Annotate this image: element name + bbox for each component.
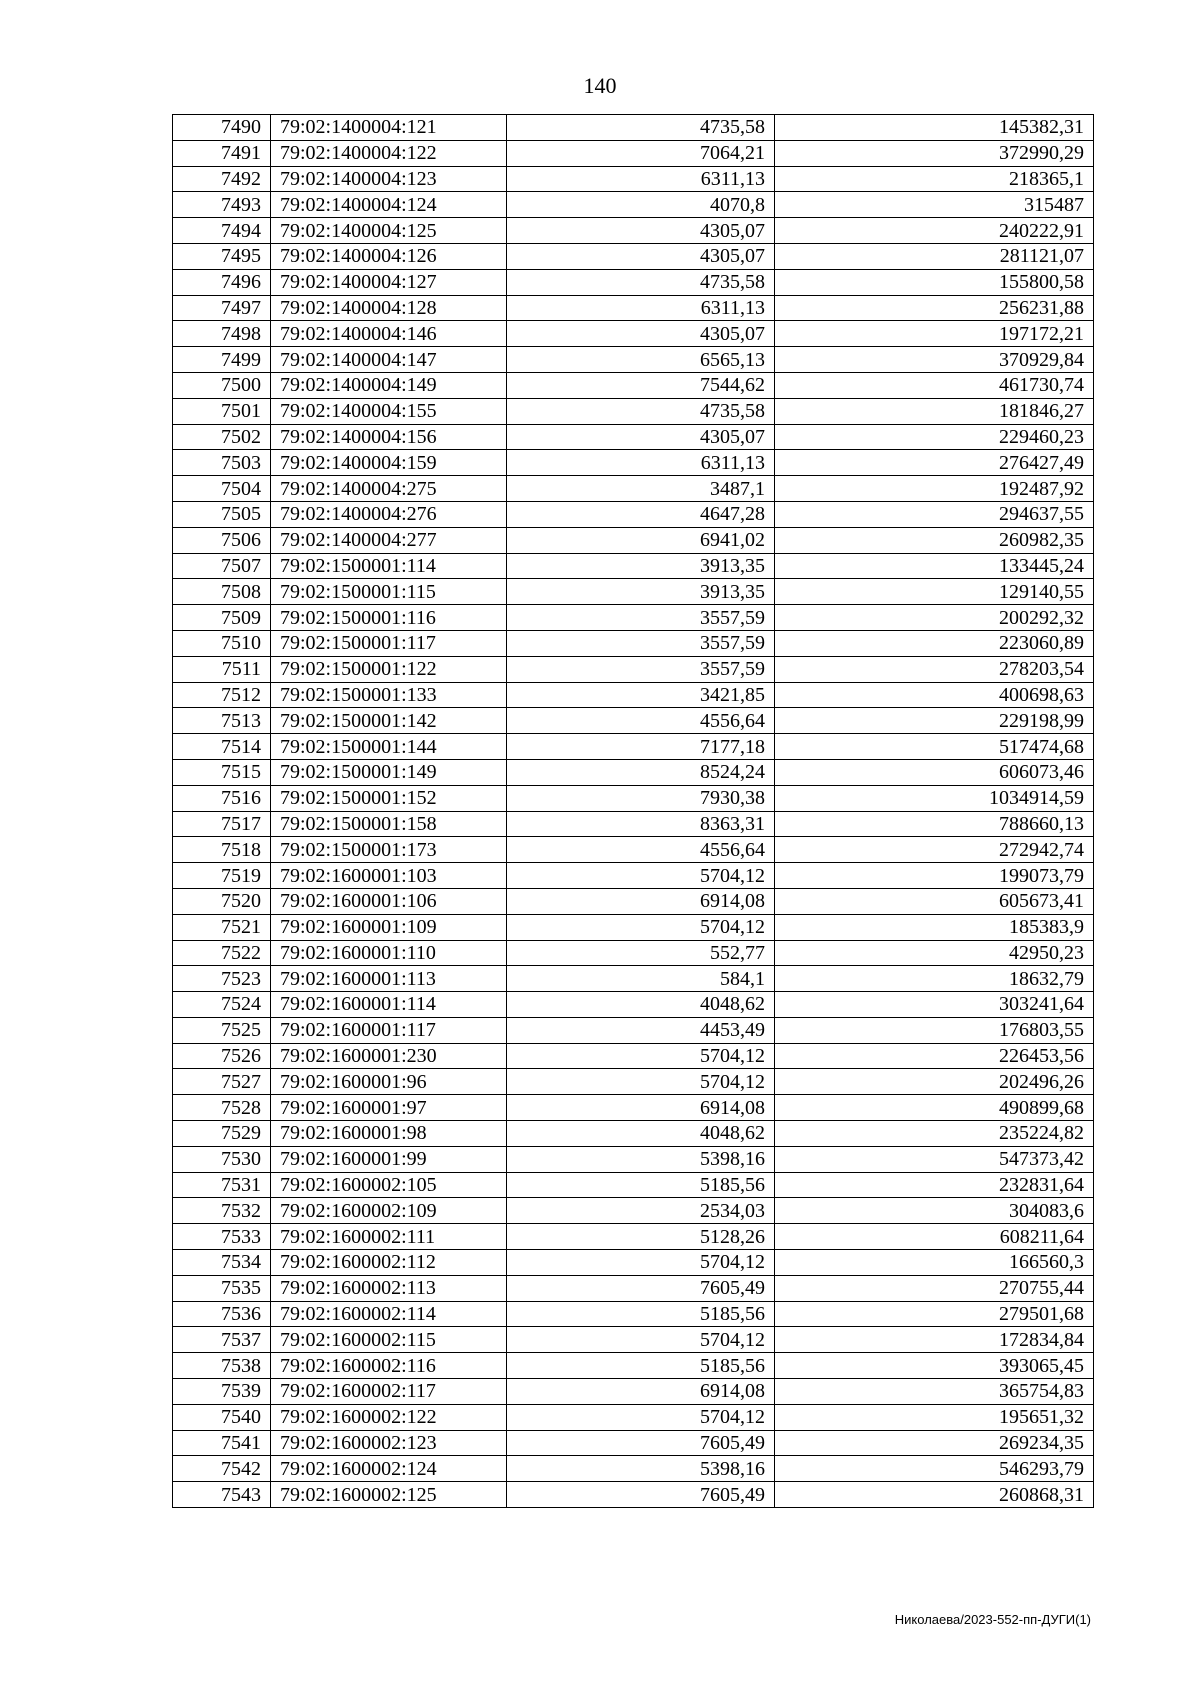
- value-b-cell: 223060,89: [775, 630, 1094, 656]
- row-number-cell: 7543: [173, 1482, 271, 1508]
- row-number-cell: 7491: [173, 140, 271, 166]
- table-row: [173, 837, 1094, 863]
- value-a-cell: 4048,62: [507, 1121, 775, 1147]
- row-number-cell: 7510: [173, 630, 271, 656]
- table-row: [173, 630, 1094, 656]
- row-number-cell: 7526: [173, 1043, 271, 1069]
- table-row: [173, 1069, 1094, 1095]
- value-b-cell: 272942,74: [775, 837, 1094, 863]
- cadastral-number-cell: 79:02:1500001:173: [271, 837, 507, 863]
- value-b-cell: 606073,46: [775, 759, 1094, 785]
- table-row: [173, 1482, 1094, 1508]
- value-a-cell: 8524,24: [507, 759, 775, 785]
- table-row: [173, 1198, 1094, 1224]
- row-number-cell: 7540: [173, 1404, 271, 1430]
- row-number-cell: 7518: [173, 837, 271, 863]
- table-body: [173, 115, 1094, 1508]
- row-number-cell: 7538: [173, 1353, 271, 1379]
- cadastral-number-cell: 79:02:1500001:133: [271, 682, 507, 708]
- value-b-cell: 276427,49: [775, 450, 1094, 476]
- value-b-cell: 232831,64: [775, 1172, 1094, 1198]
- row-number-cell: 7494: [173, 218, 271, 244]
- value-b-cell: 605673,41: [775, 888, 1094, 914]
- value-a-cell: 6311,13: [507, 295, 775, 321]
- row-number-cell: 7536: [173, 1301, 271, 1327]
- value-b-cell: 199073,79: [775, 863, 1094, 889]
- table-row: [173, 372, 1094, 398]
- row-number-cell: 7533: [173, 1224, 271, 1250]
- row-number-cell: 7504: [173, 476, 271, 502]
- cadastral-number-cell: 79:02:1400004:121: [271, 115, 507, 141]
- value-a-cell: 4305,07: [507, 424, 775, 450]
- row-number-cell: 7495: [173, 243, 271, 269]
- cadastral-number-cell: 79:02:1600001:96: [271, 1069, 507, 1095]
- cadastral-number-cell: 79:02:1400004:149: [271, 372, 507, 398]
- cadastral-number-cell: 79:02:1600002:117: [271, 1379, 507, 1405]
- table-row: [173, 527, 1094, 553]
- cadastral-number-cell: 79:02:1600002:105: [271, 1172, 507, 1198]
- table-row: [173, 553, 1094, 579]
- value-a-cell: 5704,12: [507, 1250, 775, 1276]
- table-row: [173, 759, 1094, 785]
- table-row: [173, 243, 1094, 269]
- cadastral-number-cell: 79:02:1400004:155: [271, 398, 507, 424]
- table-row: [173, 1353, 1094, 1379]
- value-a-cell: 5704,12: [507, 1327, 775, 1353]
- value-b-cell: 490899,68: [775, 1095, 1094, 1121]
- value-a-cell: 4735,58: [507, 269, 775, 295]
- cadastral-number-cell: 79:02:1500001:149: [271, 759, 507, 785]
- table-row: [173, 424, 1094, 450]
- table-row: [173, 785, 1094, 811]
- row-number-cell: 7506: [173, 527, 271, 553]
- value-b-cell: 235224,82: [775, 1121, 1094, 1147]
- value-b-cell: 256231,88: [775, 295, 1094, 321]
- value-b-cell: 608211,64: [775, 1224, 1094, 1250]
- value-a-cell: 4556,64: [507, 708, 775, 734]
- row-number-cell: 7515: [173, 759, 271, 785]
- cadastral-number-cell: 79:02:1400004:127: [271, 269, 507, 295]
- value-a-cell: 4305,07: [507, 321, 775, 347]
- cadastral-number-cell: 79:02:1600002:109: [271, 1198, 507, 1224]
- value-b-cell: 1034914,59: [775, 785, 1094, 811]
- table-row: [173, 1301, 1094, 1327]
- cadastral-table: [172, 114, 1094, 1508]
- table-row: [173, 1017, 1094, 1043]
- value-b-cell: 155800,58: [775, 269, 1094, 295]
- cadastral-number-cell: 79:02:1400004:275: [271, 476, 507, 502]
- value-a-cell: 7605,49: [507, 1430, 775, 1456]
- table-row: [173, 966, 1094, 992]
- cadastral-number-cell: 79:02:1600001:109: [271, 914, 507, 940]
- value-b-cell: 229198,99: [775, 708, 1094, 734]
- value-a-cell: 5185,56: [507, 1353, 775, 1379]
- value-a-cell: 8363,31: [507, 811, 775, 837]
- value-a-cell: 4305,07: [507, 243, 775, 269]
- table-row: [173, 321, 1094, 347]
- value-b-cell: 166560,3: [775, 1250, 1094, 1276]
- value-a-cell: 3557,59: [507, 630, 775, 656]
- value-a-cell: 3487,1: [507, 476, 775, 502]
- value-a-cell: 6565,13: [507, 347, 775, 373]
- table-row: [173, 501, 1094, 527]
- cadastral-number-cell: 79:02:1400004:277: [271, 527, 507, 553]
- value-b-cell: 192487,92: [775, 476, 1094, 502]
- row-number-cell: 7507: [173, 553, 271, 579]
- value-b-cell: 365754,83: [775, 1379, 1094, 1405]
- row-number-cell: 7500: [173, 372, 271, 398]
- value-b-cell: 304083,6: [775, 1198, 1094, 1224]
- row-number-cell: 7535: [173, 1275, 271, 1301]
- value-b-cell: 260868,31: [775, 1482, 1094, 1508]
- row-number-cell: 7537: [173, 1327, 271, 1353]
- value-a-cell: 552,77: [507, 940, 775, 966]
- table-row: [173, 656, 1094, 682]
- value-a-cell: 3913,35: [507, 553, 775, 579]
- value-b-cell: 195651,32: [775, 1404, 1094, 1430]
- cadastral-number-cell: 79:02:1500001:122: [271, 656, 507, 682]
- cadastral-number-cell: 79:02:1400004:128: [271, 295, 507, 321]
- table-row: [173, 863, 1094, 889]
- row-number-cell: 7531: [173, 1172, 271, 1198]
- value-a-cell: 7064,21: [507, 140, 775, 166]
- table-row: [173, 1275, 1094, 1301]
- row-number-cell: 7499: [173, 347, 271, 373]
- cadastral-number-cell: 79:02:1400004:159: [271, 450, 507, 476]
- row-number-cell: 7523: [173, 966, 271, 992]
- row-number-cell: 7501: [173, 398, 271, 424]
- cadastral-number-cell: 79:02:1600002:125: [271, 1482, 507, 1508]
- row-number-cell: 7493: [173, 192, 271, 218]
- table-row: [173, 1250, 1094, 1276]
- value-b-cell: 303241,64: [775, 992, 1094, 1018]
- value-b-cell: 181846,27: [775, 398, 1094, 424]
- document-footer: Николаева/2023-552-пп-ДУГИ(1): [894, 1612, 1091, 1627]
- table-row: [173, 1456, 1094, 1482]
- value-b-cell: 42950,23: [775, 940, 1094, 966]
- value-a-cell: 5704,12: [507, 914, 775, 940]
- table-row: [173, 605, 1094, 631]
- value-a-cell: 5185,56: [507, 1172, 775, 1198]
- value-b-cell: 185383,9: [775, 914, 1094, 940]
- value-a-cell: 6941,02: [507, 527, 775, 553]
- value-b-cell: 269234,35: [775, 1430, 1094, 1456]
- value-b-cell: 260982,35: [775, 527, 1094, 553]
- value-b-cell: 315487: [775, 192, 1094, 218]
- table-row: [173, 1224, 1094, 1250]
- value-a-cell: 5704,12: [507, 863, 775, 889]
- table-row: [173, 914, 1094, 940]
- value-a-cell: 6311,13: [507, 166, 775, 192]
- value-a-cell: 6914,08: [507, 888, 775, 914]
- value-b-cell: 172834,84: [775, 1327, 1094, 1353]
- value-b-cell: 218365,1: [775, 166, 1094, 192]
- table-row: [173, 1095, 1094, 1121]
- value-a-cell: 7177,18: [507, 734, 775, 760]
- value-a-cell: 5704,12: [507, 1404, 775, 1430]
- cadastral-number-cell: 79:02:1600002:115: [271, 1327, 507, 1353]
- value-a-cell: 5704,12: [507, 1043, 775, 1069]
- value-b-cell: 517474,68: [775, 734, 1094, 760]
- cadastral-number-cell: 79:02:1500001:158: [271, 811, 507, 837]
- value-a-cell: 7544,62: [507, 372, 775, 398]
- row-number-cell: 7521: [173, 914, 271, 940]
- cadastral-number-cell: 79:02:1600002:122: [271, 1404, 507, 1430]
- value-a-cell: 584,1: [507, 966, 775, 992]
- value-a-cell: 3421,85: [507, 682, 775, 708]
- row-number-cell: 7512: [173, 682, 271, 708]
- cadastral-number-cell: 79:02:1400004:276: [271, 501, 507, 527]
- table-row: [173, 1146, 1094, 1172]
- row-number-cell: 7534: [173, 1250, 271, 1276]
- row-number-cell: 7529: [173, 1121, 271, 1147]
- row-number-cell: 7527: [173, 1069, 271, 1095]
- value-b-cell: 400698,63: [775, 682, 1094, 708]
- value-a-cell: 3913,35: [507, 579, 775, 605]
- table-row: [173, 115, 1094, 141]
- table-row: [173, 811, 1094, 837]
- value-a-cell: 4453,49: [507, 1017, 775, 1043]
- row-number-cell: 7516: [173, 785, 271, 811]
- table-row: [173, 1404, 1094, 1430]
- value-b-cell: 281121,07: [775, 243, 1094, 269]
- cadastral-number-cell: 79:02:1500001:116: [271, 605, 507, 631]
- value-b-cell: 202496,26: [775, 1069, 1094, 1095]
- value-a-cell: 5704,12: [507, 1069, 775, 1095]
- row-number-cell: 7530: [173, 1146, 271, 1172]
- cadastral-number-cell: 79:02:1600002:111: [271, 1224, 507, 1250]
- value-b-cell: 278203,54: [775, 656, 1094, 682]
- cadastral-number-cell: 79:02:1600001:113: [271, 966, 507, 992]
- table-row: [173, 450, 1094, 476]
- cadastral-number-cell: 79:02:1500001:152: [271, 785, 507, 811]
- table-row: [173, 1430, 1094, 1456]
- value-b-cell: 197172,21: [775, 321, 1094, 347]
- value-a-cell: 5185,56: [507, 1301, 775, 1327]
- table-row: [173, 269, 1094, 295]
- page-number: 140: [583, 73, 617, 98]
- cadastral-number-cell: 79:02:1500001:115: [271, 579, 507, 605]
- value-a-cell: 4048,62: [507, 992, 775, 1018]
- value-b-cell: 18632,79: [775, 966, 1094, 992]
- row-number-cell: 7490: [173, 115, 271, 141]
- value-b-cell: 133445,24: [775, 553, 1094, 579]
- value-a-cell: 4070,8: [507, 192, 775, 218]
- cadastral-number-cell: 79:02:1600002:114: [271, 1301, 507, 1327]
- value-a-cell: 3557,59: [507, 605, 775, 631]
- value-a-cell: 4305,07: [507, 218, 775, 244]
- table-row: [173, 579, 1094, 605]
- row-number-cell: 7539: [173, 1379, 271, 1405]
- row-number-cell: 7492: [173, 166, 271, 192]
- table-row: [173, 140, 1094, 166]
- cadastral-number-cell: 79:02:1600002:112: [271, 1250, 507, 1276]
- value-b-cell: 393065,45: [775, 1353, 1094, 1379]
- value-b-cell: 176803,55: [775, 1017, 1094, 1043]
- cadastral-number-cell: 79:02:1600002:124: [271, 1456, 507, 1482]
- row-number-cell: 7498: [173, 321, 271, 347]
- table-row: [173, 708, 1094, 734]
- row-number-cell: 7525: [173, 1017, 271, 1043]
- table-row: [173, 734, 1094, 760]
- table-row: [173, 166, 1094, 192]
- cadastral-number-cell: 79:02:1600001:106: [271, 888, 507, 914]
- cadastral-number-cell: 79:02:1600002:123: [271, 1430, 507, 1456]
- row-number-cell: 7511: [173, 656, 271, 682]
- value-b-cell: 129140,55: [775, 579, 1094, 605]
- value-b-cell: 788660,13: [775, 811, 1094, 837]
- cadastral-number-cell: 79:02:1400004:122: [271, 140, 507, 166]
- cadastral-number-cell: 79:02:1600001:114: [271, 992, 507, 1018]
- row-number-cell: 7532: [173, 1198, 271, 1224]
- cadastral-number-cell: 79:02:1600001:103: [271, 863, 507, 889]
- value-a-cell: 7605,49: [507, 1275, 775, 1301]
- table-row: [173, 1121, 1094, 1147]
- table-row: [173, 347, 1094, 373]
- cadastral-number-cell: 79:02:1600002:116: [271, 1353, 507, 1379]
- cadastral-number-cell: 79:02:1600001:97: [271, 1095, 507, 1121]
- table-row: [173, 682, 1094, 708]
- row-number-cell: 7514: [173, 734, 271, 760]
- cadastral-number-cell: 79:02:1400004:146: [271, 321, 507, 347]
- cadastral-number-cell: 79:02:1400004:125: [271, 218, 507, 244]
- value-b-cell: 145382,31: [775, 115, 1094, 141]
- value-a-cell: 5128,26: [507, 1224, 775, 1250]
- value-b-cell: 294637,55: [775, 501, 1094, 527]
- value-a-cell: 7605,49: [507, 1482, 775, 1508]
- cadastral-number-cell: 79:02:1400004:124: [271, 192, 507, 218]
- table-row: [173, 1172, 1094, 1198]
- table-row: [173, 1043, 1094, 1069]
- cadastral-number-cell: 79:02:1600001:230: [271, 1043, 507, 1069]
- cadastral-number-cell: 79:02:1600001:98: [271, 1121, 507, 1147]
- value-b-cell: 226453,56: [775, 1043, 1094, 1069]
- cadastral-number-cell: 79:02:1400004:147: [271, 347, 507, 373]
- table-row: [173, 398, 1094, 424]
- row-number-cell: 7496: [173, 269, 271, 295]
- value-a-cell: 4735,58: [507, 115, 775, 141]
- cadastral-number-cell: 79:02:1400004:123: [271, 166, 507, 192]
- cadastral-number-cell: 79:02:1500001:114: [271, 553, 507, 579]
- row-number-cell: 7524: [173, 992, 271, 1018]
- cadastral-number-cell: 79:02:1500001:144: [271, 734, 507, 760]
- row-number-cell: 7502: [173, 424, 271, 450]
- table-row: [173, 1379, 1094, 1405]
- value-a-cell: 6914,08: [507, 1379, 775, 1405]
- value-b-cell: 372990,29: [775, 140, 1094, 166]
- row-number-cell: 7522: [173, 940, 271, 966]
- value-b-cell: 546293,79: [775, 1456, 1094, 1482]
- cadastral-number-cell: 79:02:1400004:156: [271, 424, 507, 450]
- row-number-cell: 7517: [173, 811, 271, 837]
- value-b-cell: 547373,42: [775, 1146, 1094, 1172]
- cadastral-number-cell: 79:02:1600001:99: [271, 1146, 507, 1172]
- row-number-cell: 7541: [173, 1430, 271, 1456]
- row-number-cell: 7519: [173, 863, 271, 889]
- cadastral-number-cell: 79:02:1600002:113: [271, 1275, 507, 1301]
- value-b-cell: 200292,32: [775, 605, 1094, 631]
- value-a-cell: 4735,58: [507, 398, 775, 424]
- row-number-cell: 7509: [173, 605, 271, 631]
- value-a-cell: 5398,16: [507, 1456, 775, 1482]
- value-b-cell: 270755,44: [775, 1275, 1094, 1301]
- value-b-cell: 229460,23: [775, 424, 1094, 450]
- row-number-cell: 7542: [173, 1456, 271, 1482]
- cadastral-number-cell: 79:02:1500001:142: [271, 708, 507, 734]
- cadastral-number-cell: 79:02:1600001:110: [271, 940, 507, 966]
- value-a-cell: 5398,16: [507, 1146, 775, 1172]
- value-a-cell: 7930,38: [507, 785, 775, 811]
- value-b-cell: 240222,91: [775, 218, 1094, 244]
- value-a-cell: 4647,28: [507, 501, 775, 527]
- table-row: [173, 992, 1094, 1018]
- value-a-cell: 2534,03: [507, 1198, 775, 1224]
- cadastral-number-cell: 79:02:1400004:126: [271, 243, 507, 269]
- row-number-cell: 7505: [173, 501, 271, 527]
- value-a-cell: 6311,13: [507, 450, 775, 476]
- table-row: [173, 218, 1094, 244]
- table-row: [173, 192, 1094, 218]
- row-number-cell: 7508: [173, 579, 271, 605]
- row-number-cell: 7528: [173, 1095, 271, 1121]
- table-row: [173, 888, 1094, 914]
- value-a-cell: 6914,08: [507, 1095, 775, 1121]
- row-number-cell: 7513: [173, 708, 271, 734]
- table-row: [173, 940, 1094, 966]
- row-number-cell: 7497: [173, 295, 271, 321]
- value-a-cell: 4556,64: [507, 837, 775, 863]
- value-b-cell: 370929,84: [775, 347, 1094, 373]
- value-a-cell: 3557,59: [507, 656, 775, 682]
- row-number-cell: 7503: [173, 450, 271, 476]
- table-row: [173, 1327, 1094, 1353]
- cadastral-number-cell: 79:02:1500001:117: [271, 630, 507, 656]
- table-row: [173, 476, 1094, 502]
- table-row: [173, 295, 1094, 321]
- value-b-cell: 279501,68: [775, 1301, 1094, 1327]
- value-b-cell: 461730,74: [775, 372, 1094, 398]
- row-number-cell: 7520: [173, 888, 271, 914]
- cadastral-number-cell: 79:02:1600001:117: [271, 1017, 507, 1043]
